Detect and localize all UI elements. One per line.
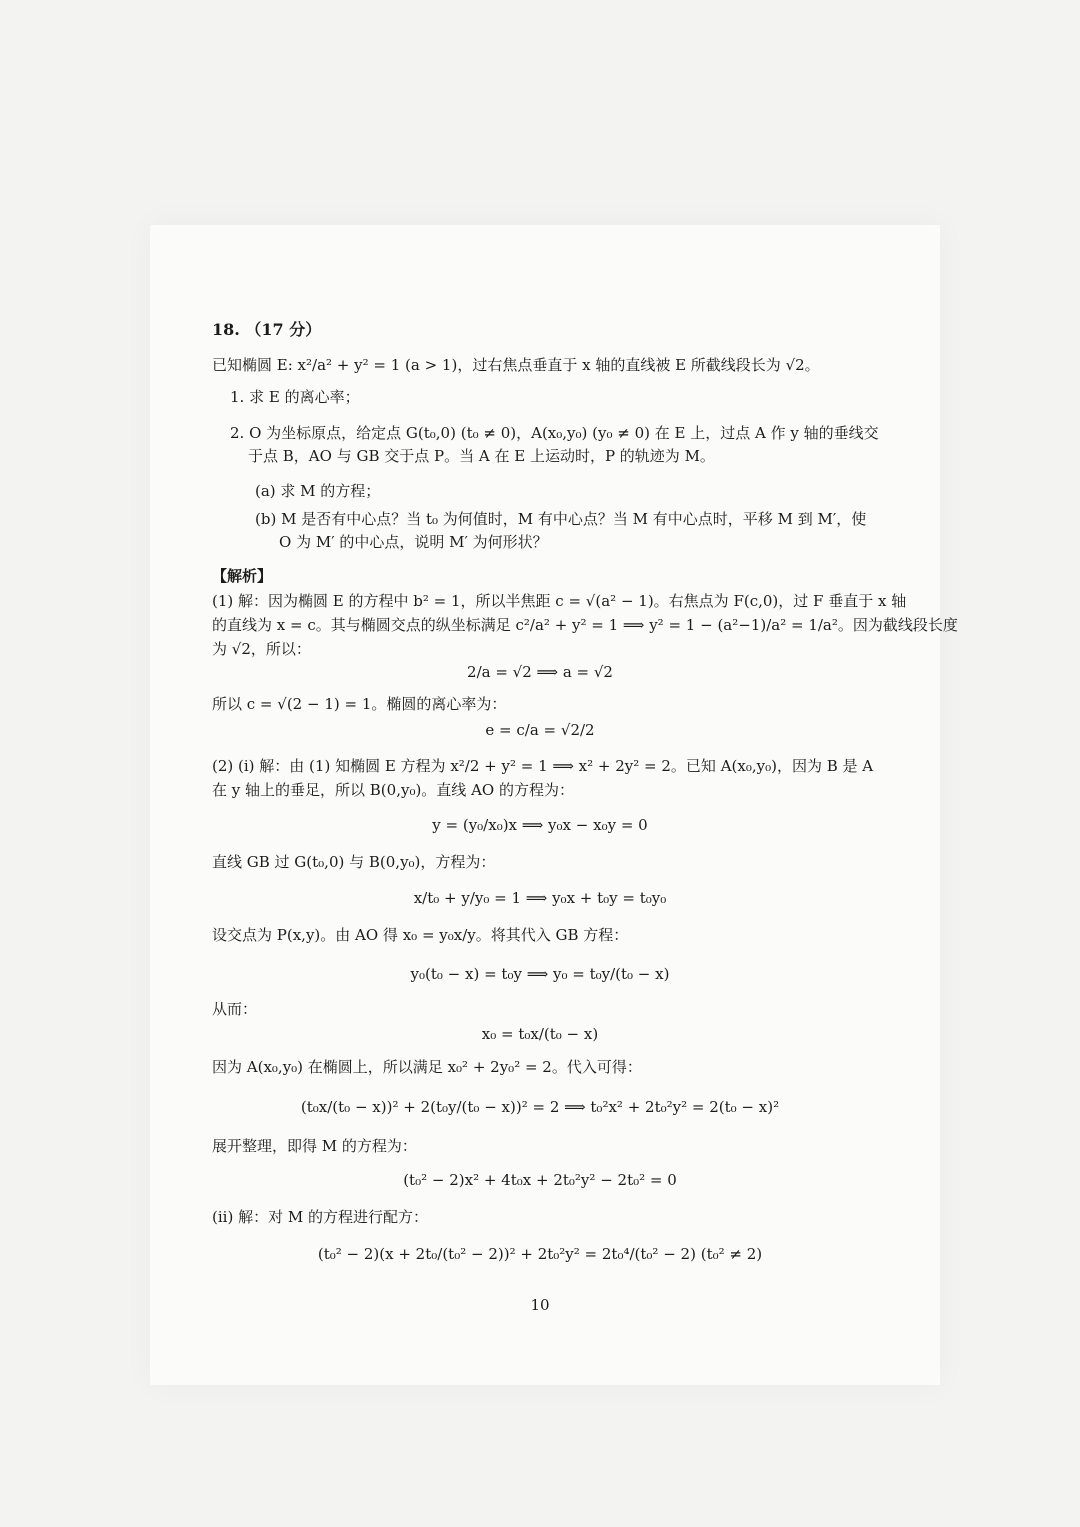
question-2-line-2: 于点 B，AO 与 GB 交于点 P。当 A 在 E 上运动时，P 的轨迹为 M。 <box>248 447 715 465</box>
solution-part1-line-4: 所以 c = √(2 − 1) = 1。椭圆的离心率为： <box>212 695 507 713</box>
solution-part2-line-5: 从而： <box>212 1000 258 1018</box>
solution-part2-line-2: 在 y 轴上的垂足，所以 B(0,y₀)。直线 AO 的方程为： <box>212 781 574 799</box>
question-2-line-1: 2. O 为坐标原点，给定点 G(t₀,0) (t₀ ≠ 0)，A(x₀,y₀) (y₀ ≠ 0) 在 E 上，过点 A 作 y 轴的垂线交 <box>230 424 879 442</box>
equation-trajectory-m: (t₀² − 2)x² + 4t₀x + 2t₀²y² − 2t₀² = 0 <box>403 1171 677 1189</box>
equation-y0: y₀(t₀ − x) = t₀y ⟹ y₀ = t₀y/(t₀ − x) <box>410 965 670 983</box>
question-2a: (a) 求 M 的方程； <box>255 482 381 500</box>
solution-part1-line-3: 为 √2，所以： <box>212 640 311 658</box>
equation-completed-square: (t₀² − 2)(x + 2t₀/(t₀² − 2))² + 2t₀²y² = 2t₀⁴/(t₀² − 2) (t₀² ≠ 2) <box>317 1245 763 1263</box>
equation-a: 2/a = √2 ⟹ a = √2 <box>467 663 613 681</box>
problem-title: 18. （17 分） <box>212 320 322 339</box>
solution-part2-line-6: 因为 A(x₀,y₀) 在椭圆上，所以满足 x₀² + 2y₀² = 2。代入可得： <box>212 1058 642 1076</box>
page-number: 10 <box>530 1296 550 1314</box>
question-2b-line-2: O 为 M′ 的中心点，说明 M′ 为何形状？ <box>279 533 548 551</box>
problem-statement: 已知椭圆 E: x²/a² + y² = 1 (a > 1)，过右焦点垂直于 x 轴的直线被 E 所截线段长为 √2。 <box>212 356 820 374</box>
solution-part2-line-7: 展开整理，即得 M 的方程为： <box>212 1137 417 1155</box>
equation-x0: x₀ = t₀x/(t₀ − x) <box>481 1025 599 1043</box>
question-2b-line-1: (b) M 是否有中心点？当 t₀ 为何值时，M 有中心点？当 M 有中心点时，平移 M 到 M′，使 <box>255 510 867 528</box>
solution-part2-line-1: (2) (i) 解：由 (1) 知椭圆 E 方程为 x²/2 + y² = 1 ⟹ x² + 2y² = 2。已知 A(x₀,y₀)，因为 B 是 A <box>212 757 874 775</box>
equation-line-gb: x/t₀ + y/y₀ = 1 ⟹ y₀x + t₀y = t₀y₀ <box>413 889 667 907</box>
solution-heading: 【解析】 <box>212 567 273 585</box>
solution-part2-line-4: 设交点为 P(x,y)。由 AO 得 x₀ = y₀x/y。将其代入 GB 方程： <box>212 926 629 944</box>
equation-line-ao: y = (y₀/x₀)x ⟹ y₀x − x₀y = 0 <box>432 816 648 834</box>
equation-substitution: (t₀x/(t₀ − x))² + 2(t₀y/(t₀ − x))² = 2 ⟹ t₀²x² + 2t₀²y² = 2(t₀ − x)² <box>300 1098 780 1116</box>
solution-part3-line-1: (ii) 解：对 M 的方程进行配方： <box>212 1208 428 1226</box>
question-1: 1. 求 E 的离心率； <box>230 388 360 406</box>
solution-part2-line-3: 直线 GB 过 G(t₀,0) 与 B(0,y₀)，方程为： <box>212 853 496 871</box>
solution-part1-line-1: (1) 解：因为椭圆 E 的方程中 b² = 1，所以半焦距 c = √(a² − 1)。右焦点为 F(c,0)，过 F 垂直于 x 轴 <box>212 592 907 610</box>
equation-eccentricity: e = c/a = √2/2 <box>485 721 595 739</box>
solution-part1-line-2: 的直线为 x = c。其与椭圆交点的纵坐标满足 c²/a² + y² = 1 ⟹ y² = 1 − (a²−1)/a² = 1/a²。因为截线段长度 <box>212 616 958 634</box>
